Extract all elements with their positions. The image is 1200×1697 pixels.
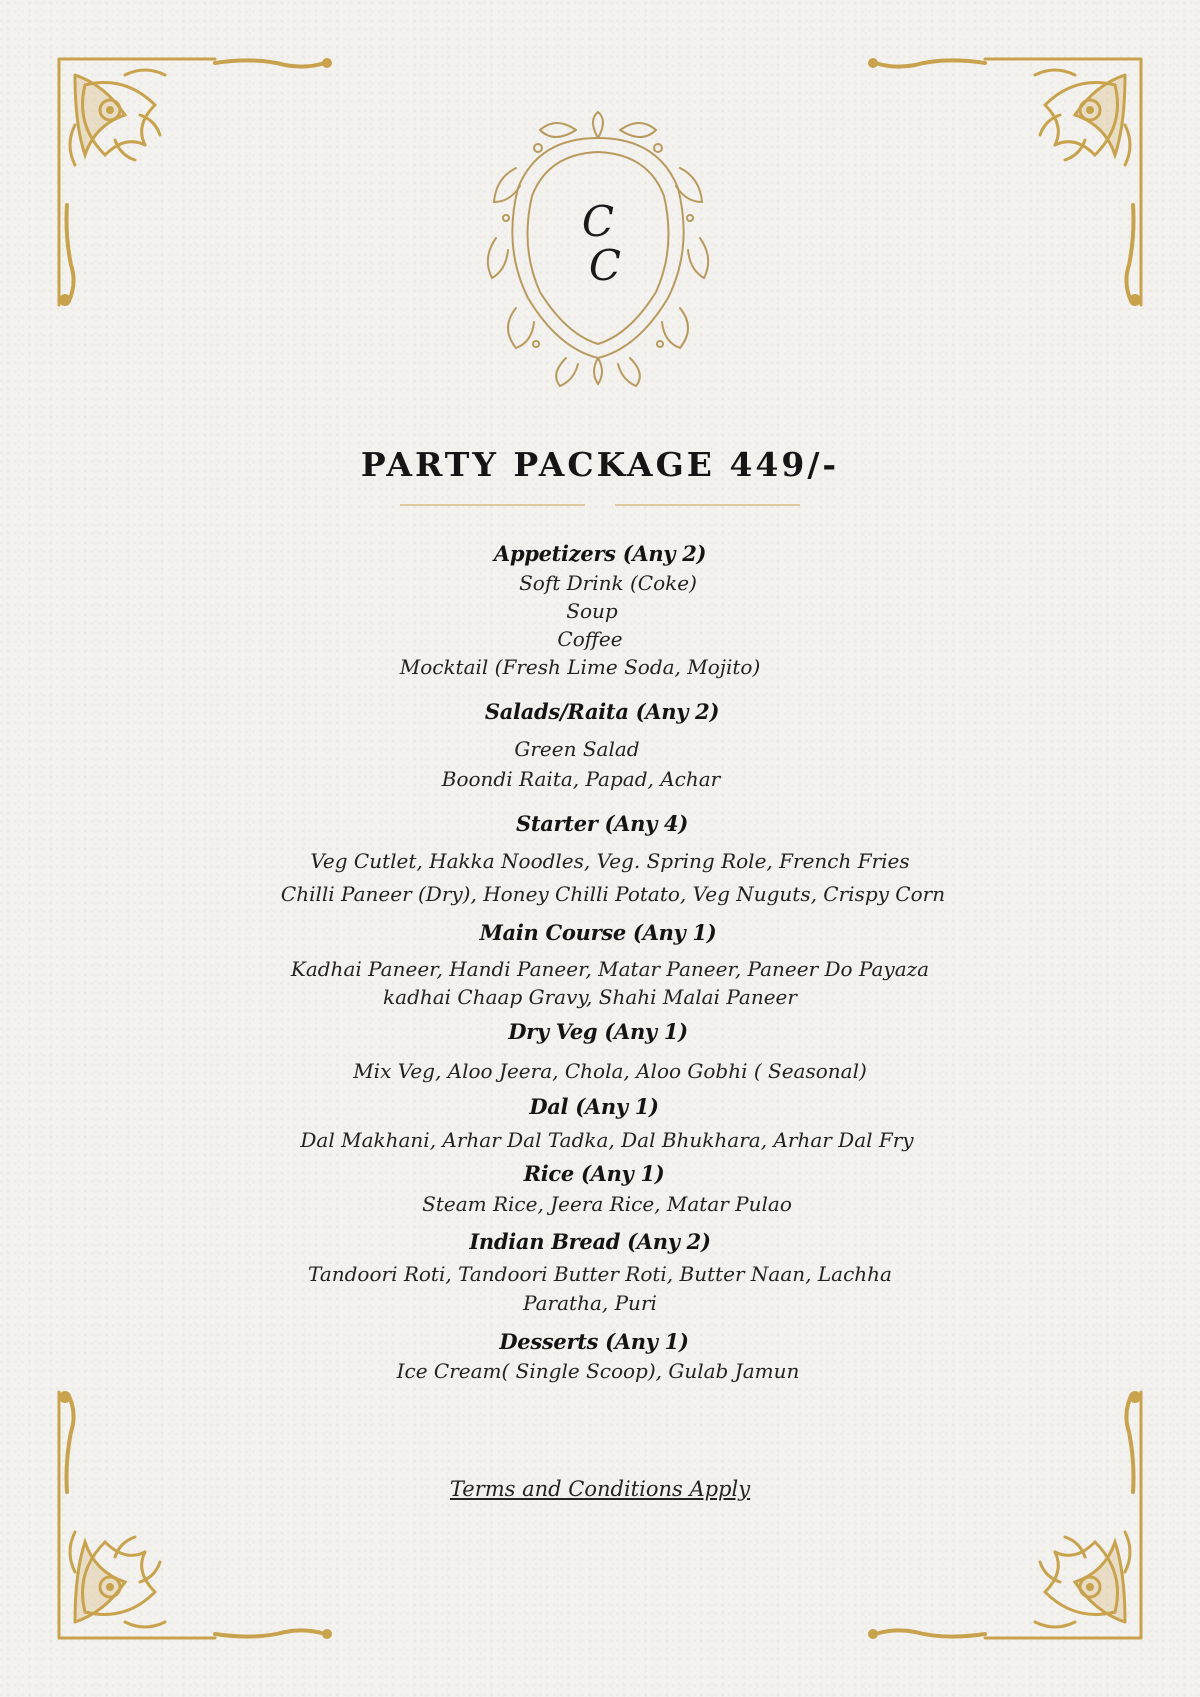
monogram — [476, 197, 720, 290]
menu-item: Dal Makhani, Arhar Dal Tadka, Dal Bhukhara, Arhar Dal Fry — [300, 1128, 914, 1152]
menu-item: Tandoori Roti, Tandoori Butter Roti, Butter Naan, Lachha — [308, 1262, 892, 1286]
section-title-desserts: Desserts (Any 1) — [499, 1329, 689, 1354]
ornate-corner-icon — [55, 55, 335, 345]
terms-link[interactable]: Terms and Conditions Apply — [449, 1477, 751, 1501]
page-title: PARTY PACKAGE 449/- — [360, 445, 840, 484]
section-title-salads: Salads/Raita (Any 2) — [484, 699, 720, 724]
menu-item: Kadhai Paneer, Handi Paneer, Matar Paneer, Paneer Do Payaza — [290, 957, 930, 981]
section-title-dal: Dal (Any 1) — [529, 1094, 659, 1119]
ornate-corner-icon — [865, 55, 1145, 345]
menu-item: kadhai Chaap Gravy, Shahi Malai Paneer — [383, 985, 797, 1009]
menu-item: Coffee — [557, 627, 623, 651]
menu-item: Mix Veg, Aloo Jeera, Chola, Aloo Gobhi ( Seasonal) — [353, 1059, 867, 1083]
monogram-letter: C — [581, 197, 615, 246]
menu-item: Soup — [566, 599, 618, 623]
ornament-divider-icon — [400, 500, 800, 510]
menu-item: Ice Cream( Single Scoop), Gulab Jamun — [396, 1359, 800, 1383]
section-title-rice: Rice (Any 1) — [523, 1161, 665, 1186]
menu-item: Soft Drink (Coke) — [519, 571, 697, 595]
section-title-dry-veg: Dry Veg (Any 1) — [508, 1019, 688, 1044]
menu-item: Boondi Raita, Papad, Achar — [441, 767, 721, 791]
monogram-letter: C — [588, 241, 622, 290]
menu-item: Veg Cutlet, Hakka Noodles, Veg. Spring Role, French Fries — [310, 849, 910, 873]
menu-item: Paratha, Puri — [523, 1291, 657, 1315]
menu-item: Mocktail (Fresh Lime Soda, Mojito) — [399, 655, 761, 679]
menu-item: Steam Rice, Jeera Rice, Matar Pulao — [422, 1192, 792, 1216]
section-title-main-course: Main Course (Any 1) — [479, 920, 717, 945]
menu-item: Chilli Paneer (Dry), Honey Chilli Potato, Veg Nuguts, Crispy Corn — [280, 882, 946, 906]
section-title-appetizers: Appetizers (Any 2) — [493, 541, 707, 566]
section-title-bread: Indian Bread (Any 2) — [469, 1229, 711, 1254]
section-title-starter: Starter (Any 4) — [515, 811, 689, 836]
logo-crest — [476, 108, 720, 390]
menu-item: Green Salad — [514, 737, 640, 761]
